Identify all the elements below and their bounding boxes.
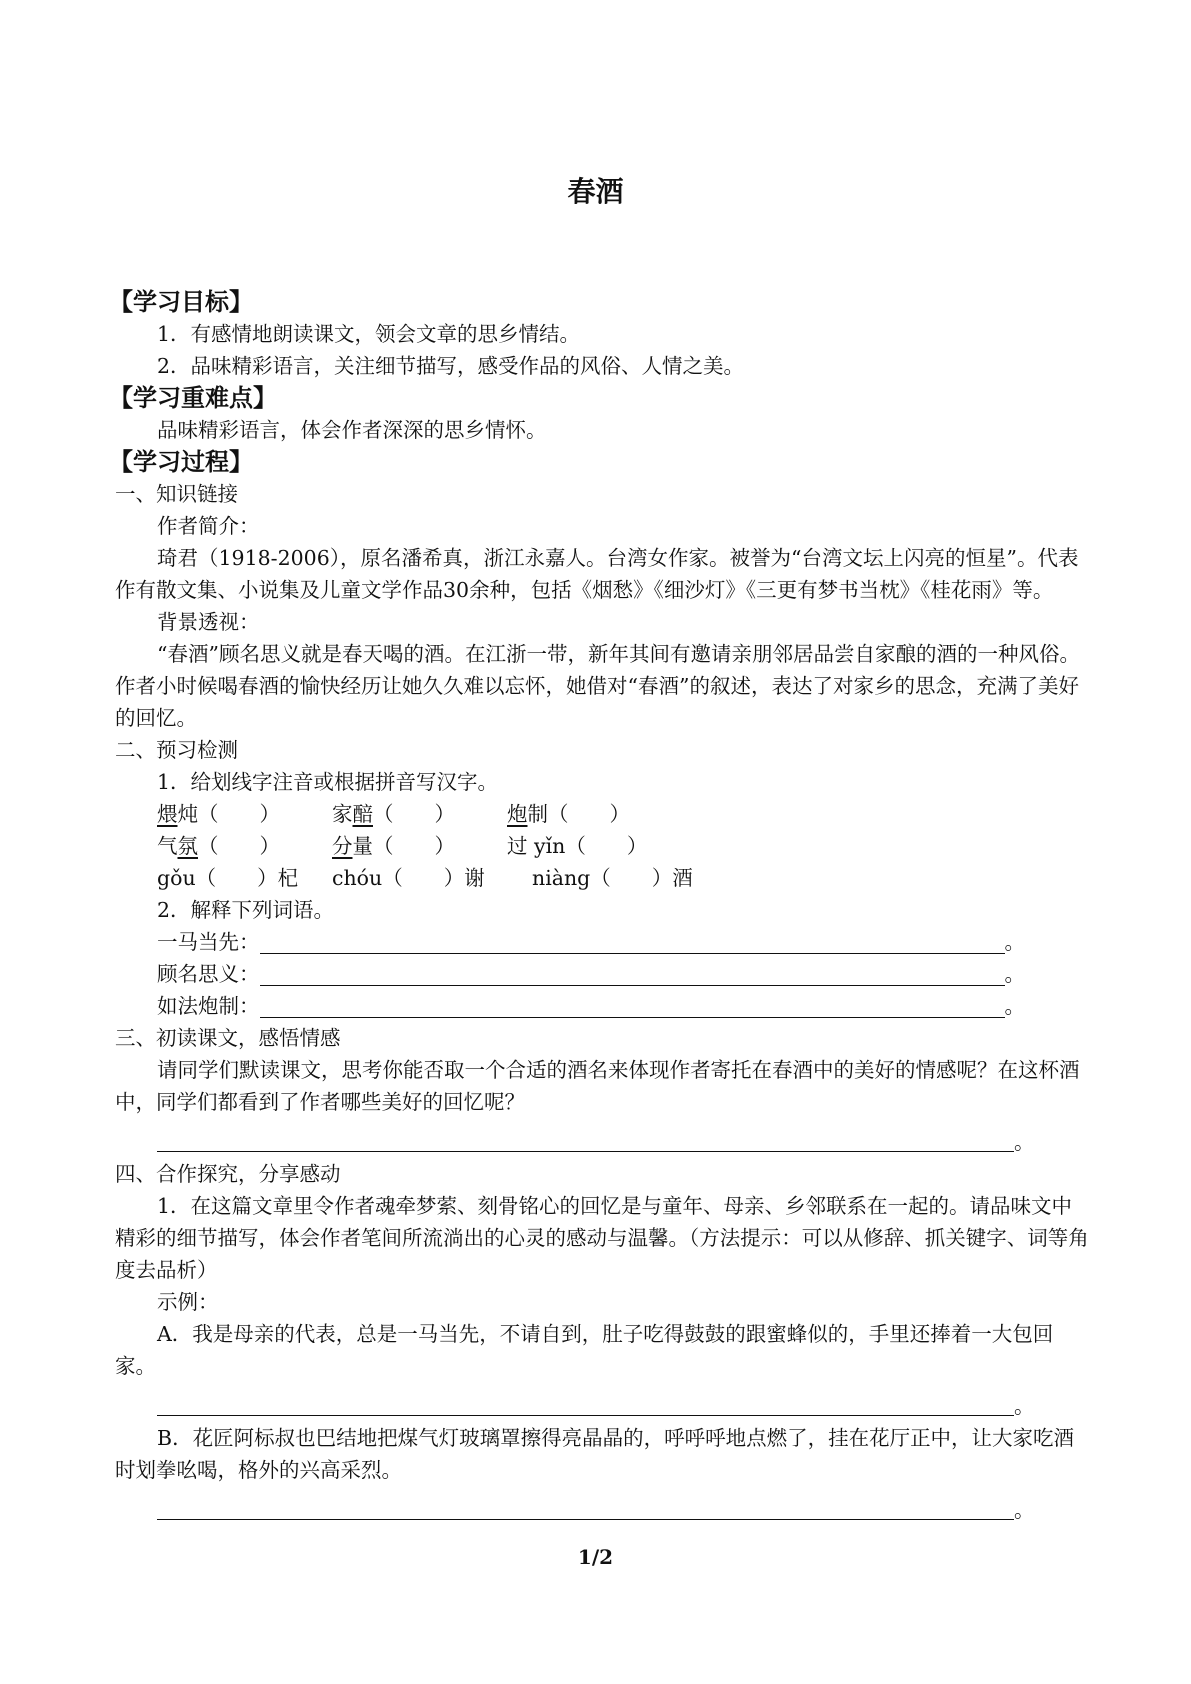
pinyin-item: niàng（ ）酒 [532,866,693,890]
pinyin-row-2 [115,830,1090,862]
example-b: B．花匠阿标叔也巴结地把煤气灯玻璃罩擦得亮晶晶的，呼呼呼地点燃了，挂在花厅正中，让大家吃酒时划拳吆喝，格外的兴高采烈。 [115,1426,1075,1482]
pinyin-row-1 [115,798,1090,830]
pinyin-row-3 [115,862,1090,894]
pinyin-item: chóu（ ）谢 [332,866,485,890]
answer-line[interactable] [157,1389,1014,1416]
pinyin-item: 分量（ ） [332,834,455,858]
page-title: 春酒 [567,175,624,208]
section-3-title: 三、初读课文，感悟情感 [115,1026,341,1050]
definition-row [115,926,1090,958]
page-number: 1/2 [577,1545,614,1569]
period: 。 [1004,994,1025,1018]
answer-line[interactable] [157,1125,1014,1152]
question-2: 2．解释下列词语。 [157,898,335,922]
section-4-question: 1．在这篇文章里令作者魂牵梦萦、刻骨铭心的回忆是与童年、母亲、乡邻联系在一起的。请品味文中精彩的细节描写，体会作者笔间所流淌出的心灵的感动与温馨。（方法提示：可以从修辞、抓关键字、词等角度去品析） [115,1194,1089,1282]
section-4-title: 四、合作探究，分享感动 [115,1162,341,1186]
background-label: 背景透视： [157,610,260,634]
pinyin-item: 气氛（ ） [157,834,280,858]
term-label: 一马当先： [157,930,260,954]
pinyin-item: 家醅（ ） [332,802,455,826]
period: 。 [1004,930,1025,954]
example-label: 示例： [157,1290,219,1314]
section-1-title: 一、知识链接 [115,482,238,506]
answer-line[interactable] [157,1493,1014,1520]
answer-row [115,1486,1090,1526]
answer-row [115,1118,1090,1158]
author-text: 琦君（1918-2006），原名潘希真，浙江永嘉人。台湾女作家。被誉为“台湾文坛上闪亮的恒星”。代表作有散文集、小说集及儿童文学作品30余种，包括《烟愁》《细沙灯》《三更有梦书当枕》《桂花雨》等。 [115,546,1079,602]
content-body [109,286,1090,1526]
term-label: 顾名思义： [157,962,260,986]
goal-item-1: 1．有感情地朗读课文，领会文章的思乡情结。 [157,322,581,346]
key-text: 品味精彩语言，体会作者深深的思乡情怀。 [157,418,547,442]
section-3-text: 请同学们默读课文，思考你能否取一个合适的酒名来体现作者寄托在春酒中的美好的情感呢？在这杯酒中，同学们都看到了作者哪些美好的回忆呢？ [115,1058,1080,1114]
definition-row [115,990,1090,1022]
example-a: A．我是母亲的代表，总是一马当先，不请自到，肚子吃得鼓鼓的跟蜜蜂似的，手里还捧着一大包回家。 [115,1322,1054,1378]
answer-line[interactable] [260,959,1005,986]
author-label: 作者简介： [157,514,260,538]
period: 。 [1014,1498,1035,1522]
background-text: “春酒”顾名思义就是春天喝的酒。在江浙一带，新年其间有邀请亲朋邻居品尝自家酿的酒的一种风俗。作者小时候喝春酒的愉快经历让她久久难以忘怀，她借对“春酒”的叙述，表达了对家乡的思念，充满了美好的回忆。 [115,642,1080,730]
definition-row [115,958,1090,990]
goal-item-2: 2．品味精彩语言，关注细节描写，感受作品的风俗、人情之美。 [157,354,745,378]
answer-line[interactable] [260,927,1005,954]
question-1: 1．给划线字注音或根据拼音写汉字。 [157,770,499,794]
period: 。 [1014,1394,1035,1418]
period: 。 [1004,962,1025,986]
goals-heading: 【学习目标】 [109,288,253,316]
section-2-title: 二、预习检测 [115,738,238,762]
process-heading: 【学习过程】 [109,448,253,476]
key-heading: 【学习重难点】 [109,384,277,412]
period: 。 [1014,1130,1035,1154]
term-label: 如法炮制： [157,994,260,1018]
answer-line[interactable] [260,991,1005,1018]
pinyin-item: 煨炖（ ） [157,802,280,826]
pinyin-item: gǒu（ ）杞 [157,866,299,890]
answer-row [115,1382,1090,1422]
pinyin-item: 炮制（ ） [507,802,630,826]
pinyin-item: 过 yǐn（ ） [507,834,648,858]
